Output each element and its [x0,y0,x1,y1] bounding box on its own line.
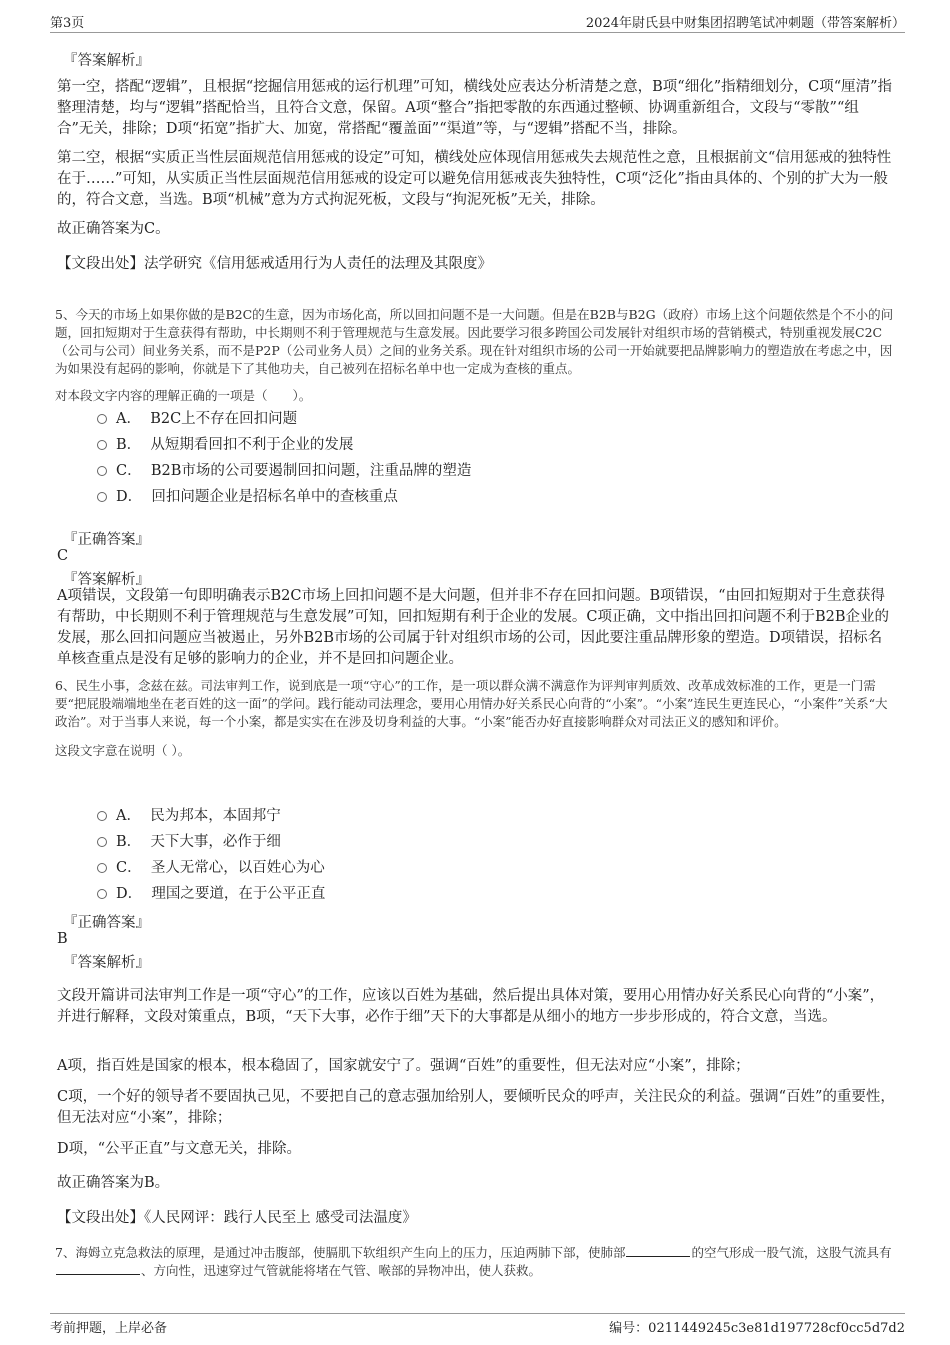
blank-2[interactable] [56,1262,140,1275]
radio-icon [97,414,107,424]
correct-answer: C [57,548,69,564]
document-title: 2024年尉氏县中财集团招聘笔试冲刺题（带答案解析） [585,16,905,31]
analysis-paragraph: 第二空，根据“实质正当性层面规范信用惩戒的设定”可知，横线处应体现信用惩戒失去规范性之意，且根据前文“信用惩戒的独特性在于……”可知，从实质正当性层面规范信用惩戒的设定可以避免信用惩戒丧失独特性，C项“泛化”指由具体的、个别的扩大为一般的，符合文意，当选。B项“机械”意为方式拘泥死板，文段与“拘泥死板”无关，排除。 [57,150,892,208]
conclusion-text: 故正确答案为C。 [57,221,170,237]
option-a[interactable]: A． 民为邦本，本固邦宁 [97,806,281,826]
option-a[interactable]: A． B2C上不存在回扣问题 [97,409,297,429]
radio-icon [97,837,107,847]
document-code: 编号：0211449245c3e81d197728cf0cc5d7d2 [609,1321,905,1336]
correct-answer: B [57,931,68,947]
footer-slogan: 考前押题，上岸必备 [50,1321,168,1336]
option-b[interactable]: B． 从短期看回扣不利于企业的发展 [97,435,353,455]
analysis-label: 『答案解析』 [63,955,150,971]
radio-icon [97,889,107,899]
option-d[interactable]: D． 回扣问题企业是招标名单中的查核重点 [97,487,398,507]
analysis-paragraph: 第一空，搭配“逻辑”，且根据“挖掘信用惩戒的运行机理”可知，横线处应表达分析清楚之意，B项“细化”指精细划分，C项“厘清”指整理清楚，均与“逻辑”搭配恰当，且符合文意，保留。A项“整合”指把零散的东西通过整顿、协调重新组合，文段与“零散”“组合”无关，排除；D项“拓宽”指扩大、加宽，常搭配“覆盖面”“渠道”等，与“逻辑”搭配不当，排除。 [57,79,893,137]
conclusion-text: 故正确答案为B。 [57,1175,170,1191]
radio-icon [97,863,107,873]
source-text: 【文段出处】法学研究《信用惩戒适用行为人责任的法理及其限度》 [57,256,492,272]
correct-answer-label: 『正确答案』 [63,532,150,548]
source-text: 【文段出处】《人民网评：践行人民至上 感受司法温度》 [57,1210,417,1226]
analysis-paragraph: D项，“公平正直”与文意无关，排除。 [57,1141,301,1157]
analysis-paragraph: A项，指百姓是国家的根本，根本稳固了，国家就安宁了。强调“百姓”的重要性，但无法对应“小案”，排除； [57,1058,750,1074]
radio-icon [97,466,107,476]
page-footer [50,1313,905,1336]
blank-1[interactable] [626,1244,690,1257]
option-d[interactable]: D． 理国之要道，在于公平正直 [97,884,325,904]
analysis-paragraph: C项，一个好的领导者不要固执己见，不要把自己的意志强加给别人，要倾听民众的呼声，关注民众的利益。强调“百姓”的重要性，但无法对应“小案”，排除； [57,1089,895,1126]
question-stem: 7、海姆立克急救法的原理，是通过冲击腹部，使膈肌下软组织产生向上的压力，压迫两肺下部，使肺部 的空气形成一股气流，这股气流具有、方向性，迅速穿过气管就能将堵在气管、喉部的异物冲出，使人获救。 [55,1245,892,1278]
analysis-label: 『答案解析』 [63,572,150,588]
question-ask: 对本段文字内容的理解正确的一项是（ ）。 [55,388,312,403]
analysis-paragraph: 文段开篇讲司法审判工作是一项“守心”的工作，应该以百姓为基础，然后提出具体对策，要用心用情办好关系民心向背的“小案”，并进行解释，文段对策重点，B项，“天下大事，必作于细”天下的大事都是从细小的地方一步步形成的，符合文意，当选。 [57,988,885,1025]
analysis-paragraph: A项错误，文段第一句即明确表示B2C市场上回扣问题不是大问题，但并非不存在回扣问题。B项错误，“由回扣短期对于生意获得有帮助，中长期则不利于管理规范与生意发展”可知，回扣短期有利于企业的发展。C项正确，文中指出回扣问题不利于B2B企业的发展，那么回扣问题应当被遏止，另外B2B市场的公司属于针对组织市场的公司，因此要注重品牌形象的塑造。D项错误，招标名单核查重点是没有足够的影响力的企业，并不是回扣问题企业。 [57,588,890,667]
option-b[interactable]: B． 天下大事，必作于细 [97,832,281,852]
analysis-label: 『答案解析』 [63,53,150,69]
page-number: 第3页 [50,16,85,31]
question-stem: 5、今天的市场上如果你做的是B2C的生意，因为市场化高，所以回扣问题不是一大问题。但是在B2B与B2G（政府）市场上这个问题依然是个不小的问题，回扣短期对于生意获得有帮助，中长期则不利于管理规范与生意发展。因此要学习很多跨国公司发展针对组织市场的营销模式，特别重视发展C2C（公司与公司）间业务关系，而不是P2P（公司业务人员）之间的业务关系。现在针对组织市场的公司一开始就要把品牌影响力的塑造放在考虑之中，因为如果没有起码的影响，你就是下了其他功夫，自己被列在招标名单中也一定成为查核的重点。 [55,307,894,376]
radio-icon [97,811,107,821]
question-stem: 6、民生小事，念兹在兹。司法审判工作，说到底是一项“守心”的工作，是一项以群众满不满意作为评判审判质效、改革成效标准的工作，更是一门需要“把屁股端端地坐在老百姓的这一面”的学问。践行能动司法理念，要用心用情办好关系民心向背的“小案”。“小案”连民生更连民心，“小案件”关系“大政治”。对于当事人来说，每一个小案，都是实实在在涉及切身利益的大事。“小案”能否办好直接影响群众对司法正义的感知和评价。 [55,678,888,729]
question-ask: 这段文字意在说明（ ）。 [55,743,191,758]
radio-icon [97,440,107,450]
option-c[interactable]: C． B2B市场的公司要遏制回扣问题，注重品牌的塑造 [97,461,471,481]
correct-answer-label: 『正确答案』 [63,915,150,931]
radio-icon [97,492,107,502]
page-header [50,10,905,33]
option-c[interactable]: C． 圣人无常心，以百姓心为心 [97,858,325,878]
